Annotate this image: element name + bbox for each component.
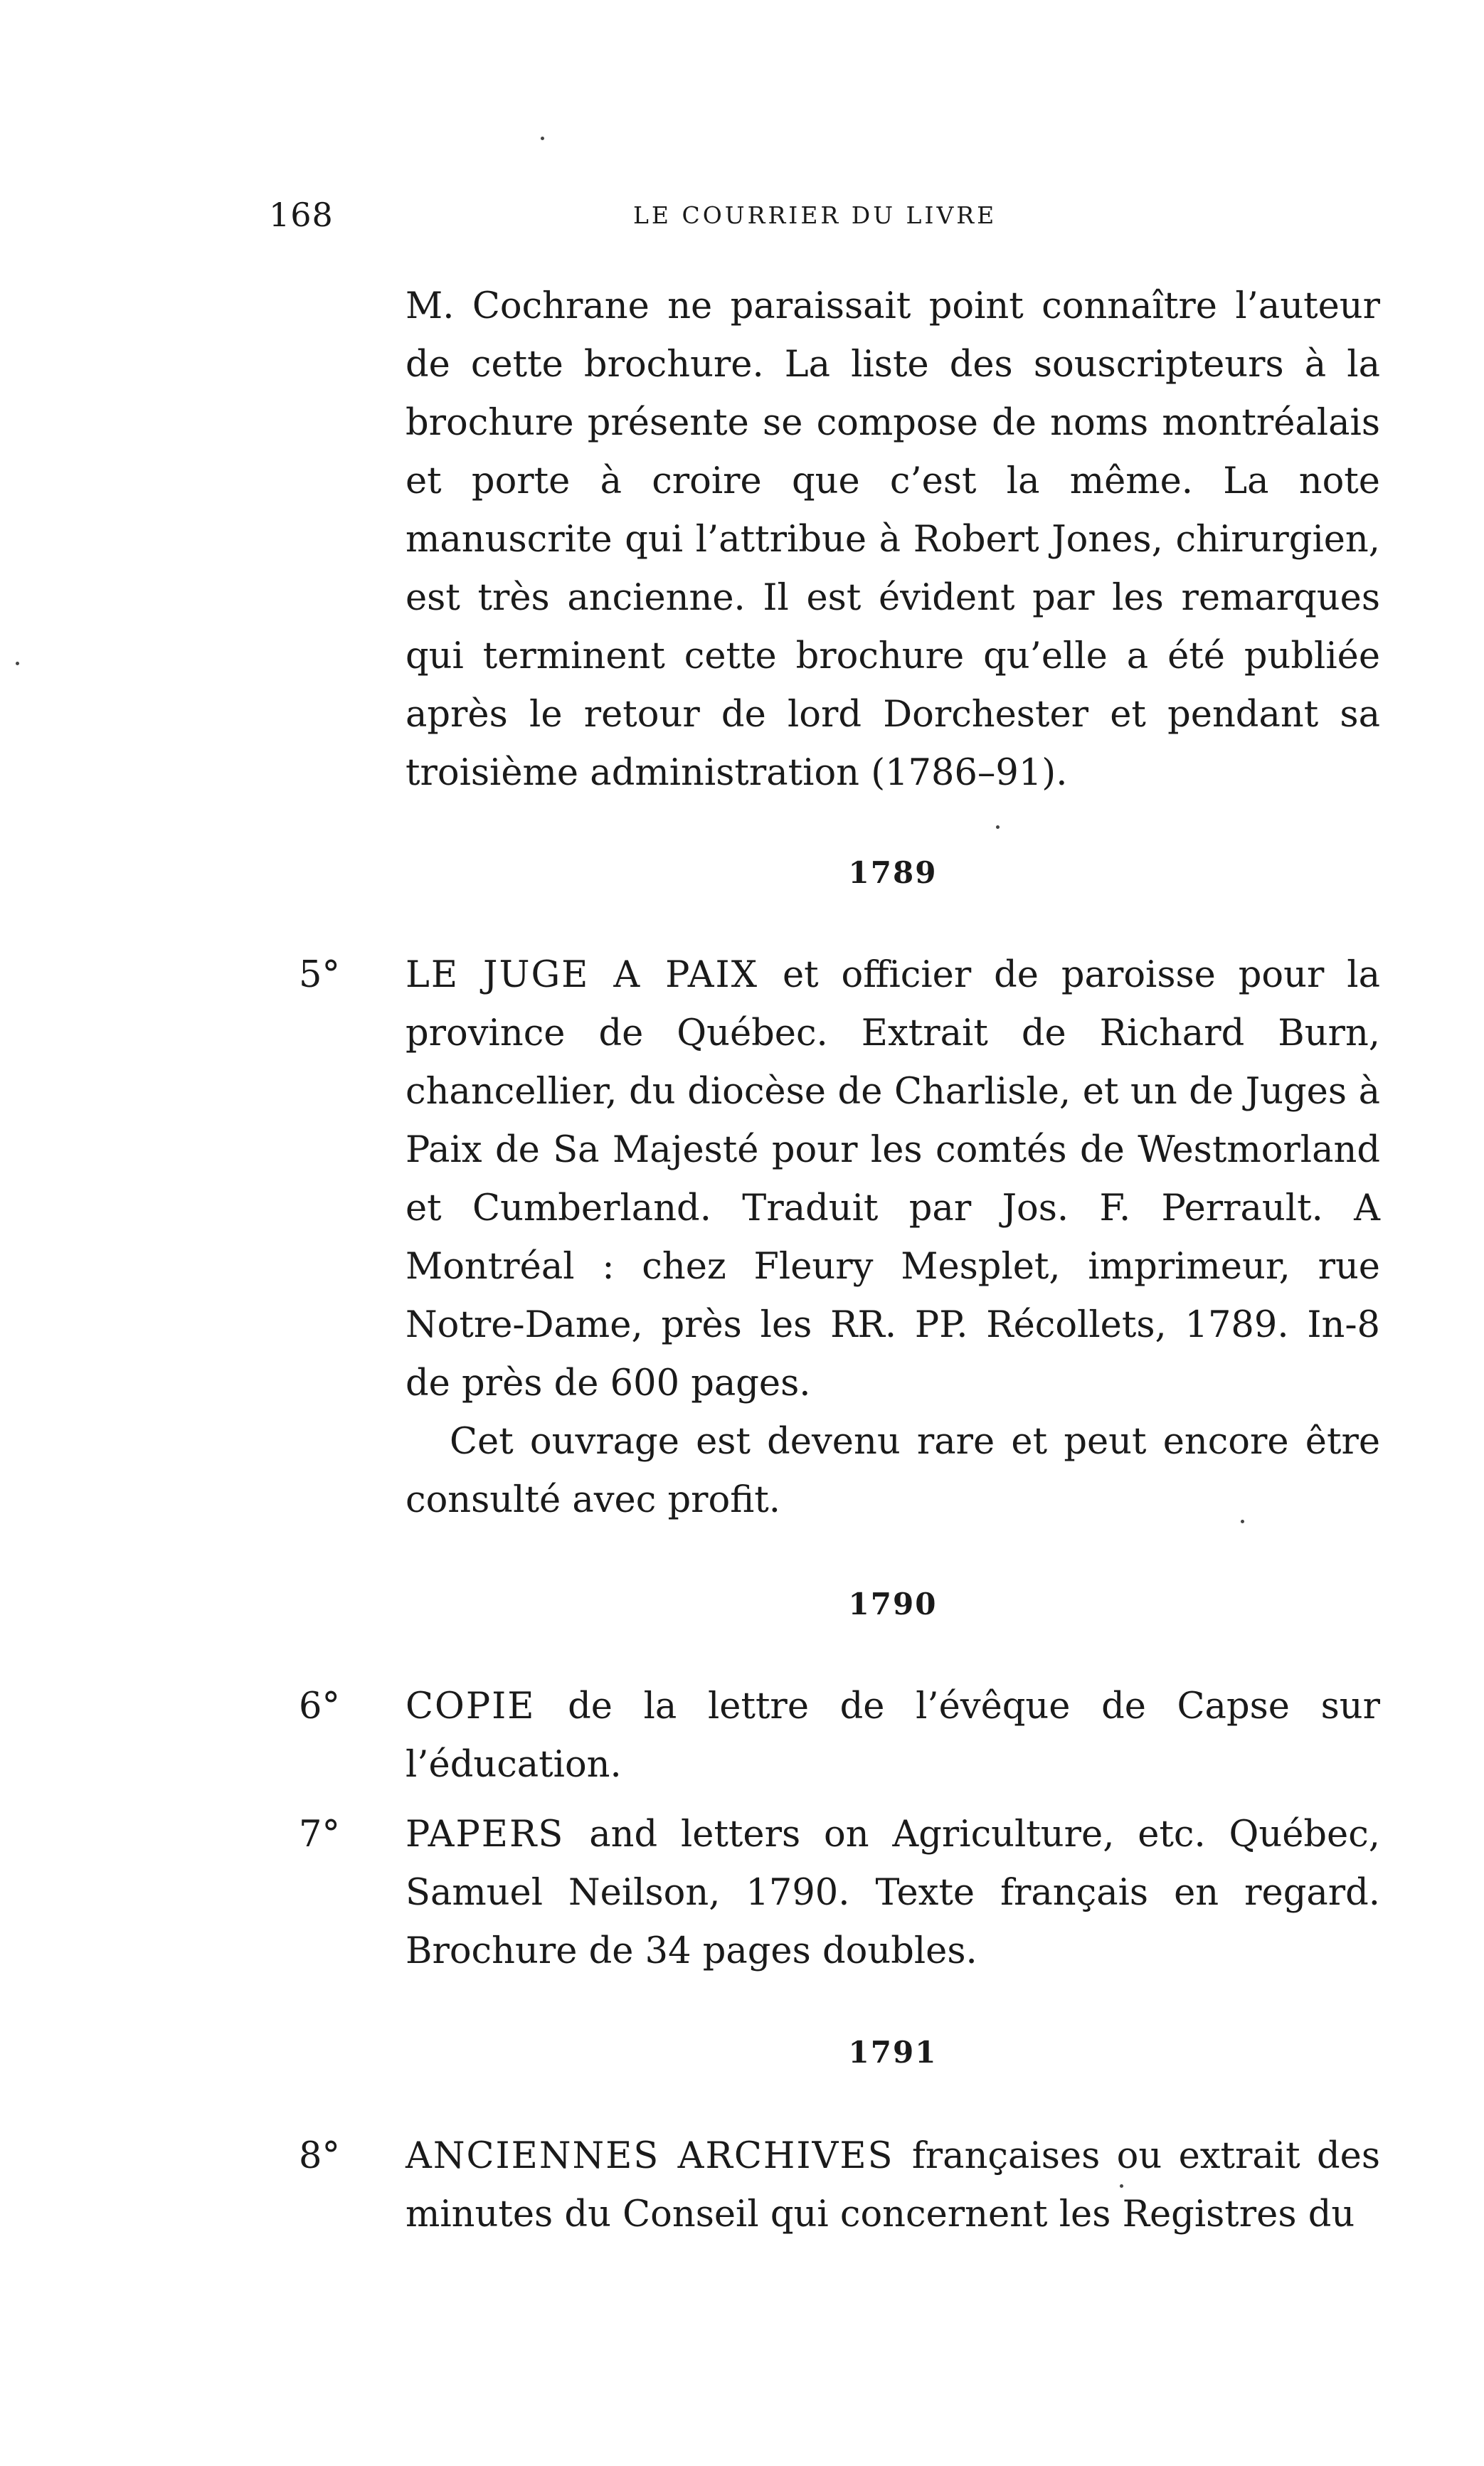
- entry: [299, 1678, 1380, 1794]
- entry-text: et officier de paroisse pour la province de Québec. Extrait de Richard Burn, chancellier, du diocèse de Charlisle, et un de Juges à Paix de Sa Majesté pour les comtés de Westmorland et Cumberland. Traduit par Jos. F. Perrault. A Montréal : chez Fleury Mesplet, imprimeur, rue Notre-Dame, près les RR. PP. Récollets, 1789. In-8 de près de 600 pages.: [406, 954, 1381, 1404]
- entry-number: 8°: [299, 2135, 340, 2177]
- year-heading: 1791: [848, 2035, 938, 2070]
- entry-number: 5°: [299, 954, 340, 996]
- entry-text: and letters on Agriculture, etc. Québec, Samuel Neilson, 1790. Texte français en regard. Brochure de 34 pages doubles.: [406, 1814, 1380, 1972]
- entry-title: ANCIENNES ARCHIVES: [406, 2135, 912, 2177]
- year-heading: 1790: [848, 1587, 938, 1621]
- page-header: [269, 194, 1379, 243]
- entry-text: françaises ou extrait des minutes du Conseil qui concernent les Registres du: [406, 2135, 1380, 2235]
- entry: [299, 946, 1380, 1413]
- entry-spacer: [299, 1794, 1380, 1806]
- year-heading: 1789: [848, 855, 938, 890]
- print-speck: [16, 662, 19, 665]
- entry: [299, 2127, 1380, 2244]
- running-title: LE COURRIER DU LIVRE: [633, 201, 997, 229]
- entry-title: LE JUGE A PAIX: [406, 954, 783, 996]
- entry-number: 6°: [299, 1686, 340, 1727]
- print-speck: [541, 137, 544, 140]
- entry-note: Cet ouvrage est devenu rare et peut encore être consulté avec profit.: [406, 1421, 1380, 1521]
- entry-number: 7°: [299, 1814, 340, 1856]
- continuation-paragraph: M. Cochrane ne paraissait point connaître l’auteur de cette brochure. La liste des souscripteurs à la brochure présente se compose de noms montréalais et porte à croire que c’est la même. La note manuscrite qui l’attribue à Robert Jones, chirurgien, est très ancienne. Il est évident par les remarques qui terminent cette brochure qu’elle a été publiée après le retour de lord Dorchester et pendant sa troisième administration (1786–91).: [406, 285, 1380, 794]
- page-body: [299, 277, 1380, 2244]
- entry-text: de la lettre de l’évêque de Capse sur l’éducation.: [406, 1686, 1380, 1786]
- entry: [299, 1806, 1380, 1981]
- entry-title: COPIE: [406, 1686, 568, 1727]
- page-number: 168: [269, 196, 334, 234]
- entry-title: PAPERS: [406, 1814, 590, 1856]
